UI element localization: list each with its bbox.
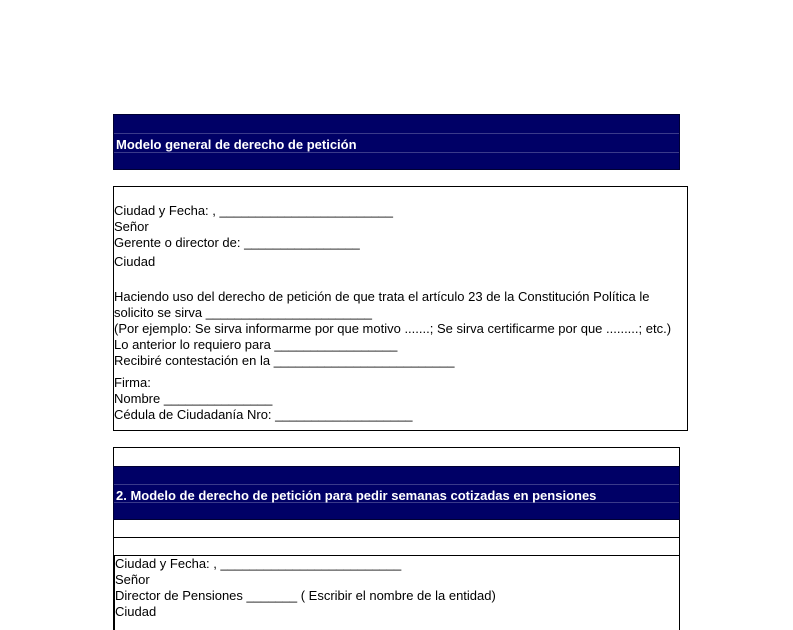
section1-line-haciendo: Haciendo uso del derecho de petición de que trata el artículo 23 de la Constitución Política le [114, 289, 650, 304]
section2-line-senor: Señor [115, 572, 150, 587]
section2-line-ciudad: Ciudad [115, 604, 157, 619]
section1-title: Modelo general de derecho de petición [116, 137, 357, 152]
section2-line-director: Director de Pensiones _______ ( Escribir el nombre de la entidad) [115, 588, 496, 603]
section2-top-border [113, 447, 680, 448]
section1-line-firma: Firma: [114, 375, 151, 390]
section1-line-ejemplo: (Por ejemplo: Se sirva informarme por que motivo .......; Se sirva certificarme por que .........; etc.) [114, 321, 672, 336]
section1-line-date: Ciudad y Fecha: , ________________________ [114, 203, 394, 218]
section1-line-senor: Señor [114, 219, 149, 234]
section1-line-nombre: Nombre _______________ [114, 391, 273, 406]
section1-line-anterior: Lo anterior lo requiero para _________________ [114, 337, 398, 352]
section1-line-gerente: Gerente o director de: ________________ [114, 235, 360, 250]
section2-title: 2. Modelo de derecho de petición para pedir semanas cotizadas en pensiones [116, 488, 597, 503]
section2-divider-1 [113, 537, 680, 538]
section2-header [113, 466, 680, 520]
section1-header [113, 114, 680, 170]
section1-line-recibire: Recibiré contestación en la _________________________ [114, 353, 455, 368]
section1-line-solicito: solicito se sirva _______________________ [114, 305, 373, 320]
section1-line-cedula: Cédula de Ciudadanía Nro: ___________________ [114, 407, 413, 422]
section1-line-ciudad: Ciudad [114, 254, 156, 269]
section2-line-date: Ciudad y Fecha: , _________________________ [115, 556, 402, 571]
